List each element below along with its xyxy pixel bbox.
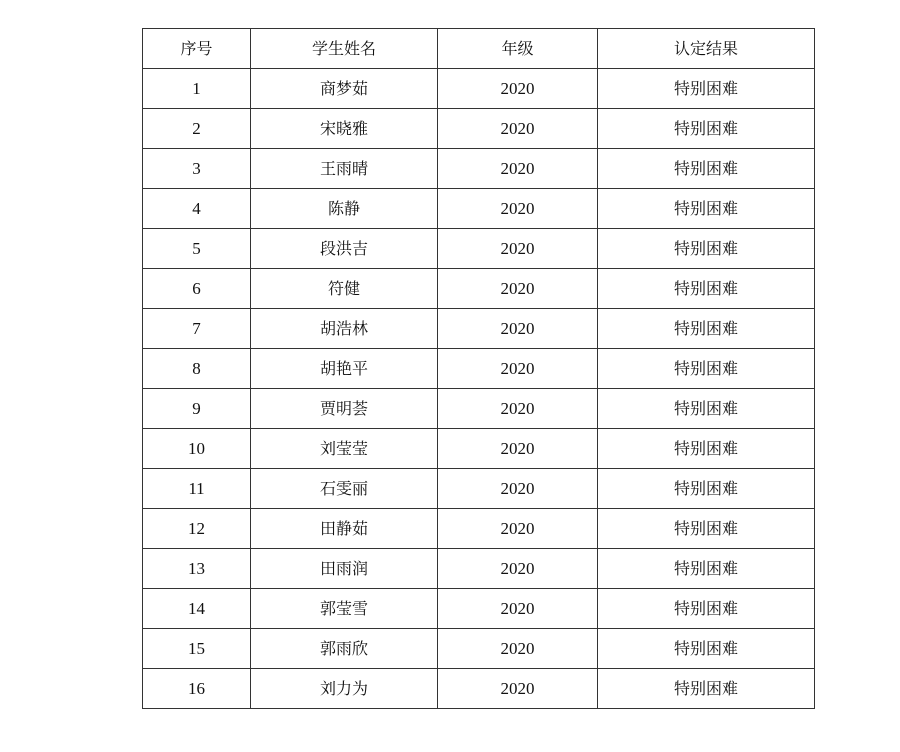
table-row	[143, 309, 815, 349]
table-row	[143, 429, 815, 469]
table-row	[143, 549, 815, 589]
table-row	[143, 69, 815, 109]
table-row	[143, 629, 815, 669]
header-row	[143, 29, 815, 69]
student-name-cell: 王雨晴	[251, 149, 438, 189]
serial-number-cell: 6	[143, 269, 251, 309]
grade-cell: 2020	[438, 389, 598, 429]
student-name-cell: 贾明荟	[251, 389, 438, 429]
table-row	[143, 149, 815, 189]
result-cell: 特别困难	[598, 389, 815, 429]
result-cell: 特别困难	[598, 349, 815, 389]
result-cell: 特别困难	[598, 469, 815, 509]
grade-cell: 2020	[438, 429, 598, 469]
serial-number-cell: 9	[143, 389, 251, 429]
serial-number-cell: 5	[143, 229, 251, 269]
serial-number-cell: 12	[143, 509, 251, 549]
grade-cell: 2020	[438, 269, 598, 309]
table-row	[143, 389, 815, 429]
student-name-cell: 符健	[251, 269, 438, 309]
result-cell: 特别困难	[598, 509, 815, 549]
header-student-name: 学生姓名	[251, 29, 438, 69]
table-header	[143, 29, 815, 69]
serial-number-cell: 2	[143, 109, 251, 149]
student-name-cell: 刘力为	[251, 669, 438, 709]
table-row	[143, 669, 815, 709]
serial-number-cell: 3	[143, 149, 251, 189]
student-name-cell: 商梦茹	[251, 69, 438, 109]
student-name-cell: 胡艳平	[251, 349, 438, 389]
grade-cell: 2020	[438, 309, 598, 349]
table-row	[143, 229, 815, 269]
header-result: 认定结果	[598, 29, 815, 69]
student-name-cell: 田雨润	[251, 549, 438, 589]
student-name-cell: 段洪吉	[251, 229, 438, 269]
result-cell: 特别困难	[598, 109, 815, 149]
grade-cell: 2020	[438, 69, 598, 109]
result-cell: 特别困难	[598, 149, 815, 189]
result-cell: 特别困难	[598, 189, 815, 229]
result-cell: 特别困难	[598, 429, 815, 469]
result-cell: 特别困难	[598, 549, 815, 589]
result-cell: 特别困难	[598, 669, 815, 709]
table-row	[143, 509, 815, 549]
student-name-cell: 刘莹莹	[251, 429, 438, 469]
student-name-cell: 郭莹雪	[251, 589, 438, 629]
table-row	[143, 349, 815, 389]
student-name-cell: 郭雨欣	[251, 629, 438, 669]
grade-cell: 2020	[438, 549, 598, 589]
grade-cell: 2020	[438, 109, 598, 149]
result-cell: 特别困难	[598, 229, 815, 269]
serial-number-cell: 7	[143, 309, 251, 349]
student-table	[142, 28, 815, 709]
student-name-cell: 陈静	[251, 189, 438, 229]
grade-cell: 2020	[438, 469, 598, 509]
grade-cell: 2020	[438, 629, 598, 669]
serial-number-cell: 11	[143, 469, 251, 509]
result-cell: 特别困难	[598, 269, 815, 309]
serial-number-cell: 13	[143, 549, 251, 589]
student-name-cell: 胡浩林	[251, 309, 438, 349]
result-cell: 特别困难	[598, 589, 815, 629]
serial-number-cell: 14	[143, 589, 251, 629]
table-row	[143, 189, 815, 229]
serial-number-cell: 15	[143, 629, 251, 669]
grade-cell: 2020	[438, 149, 598, 189]
grade-cell: 2020	[438, 229, 598, 269]
table-row	[143, 109, 815, 149]
result-cell: 特别困难	[598, 309, 815, 349]
student-name-cell: 宋晓雅	[251, 109, 438, 149]
serial-number-cell: 1	[143, 69, 251, 109]
table-body	[143, 69, 815, 709]
grade-cell: 2020	[438, 509, 598, 549]
grade-cell: 2020	[438, 349, 598, 389]
student-name-cell: 田静茹	[251, 509, 438, 549]
serial-number-cell: 4	[143, 189, 251, 229]
serial-number-cell: 8	[143, 349, 251, 389]
table-row	[143, 589, 815, 629]
result-cell: 特别困难	[598, 69, 815, 109]
grade-cell: 2020	[438, 189, 598, 229]
grade-cell: 2020	[438, 669, 598, 709]
header-grade: 年级	[438, 29, 598, 69]
student-name-cell: 石雯丽	[251, 469, 438, 509]
table-row	[143, 469, 815, 509]
serial-number-cell: 16	[143, 669, 251, 709]
table-row	[143, 269, 815, 309]
grade-cell: 2020	[438, 589, 598, 629]
header-serial-number: 序号	[143, 29, 251, 69]
serial-number-cell: 10	[143, 429, 251, 469]
result-cell: 特别困难	[598, 629, 815, 669]
